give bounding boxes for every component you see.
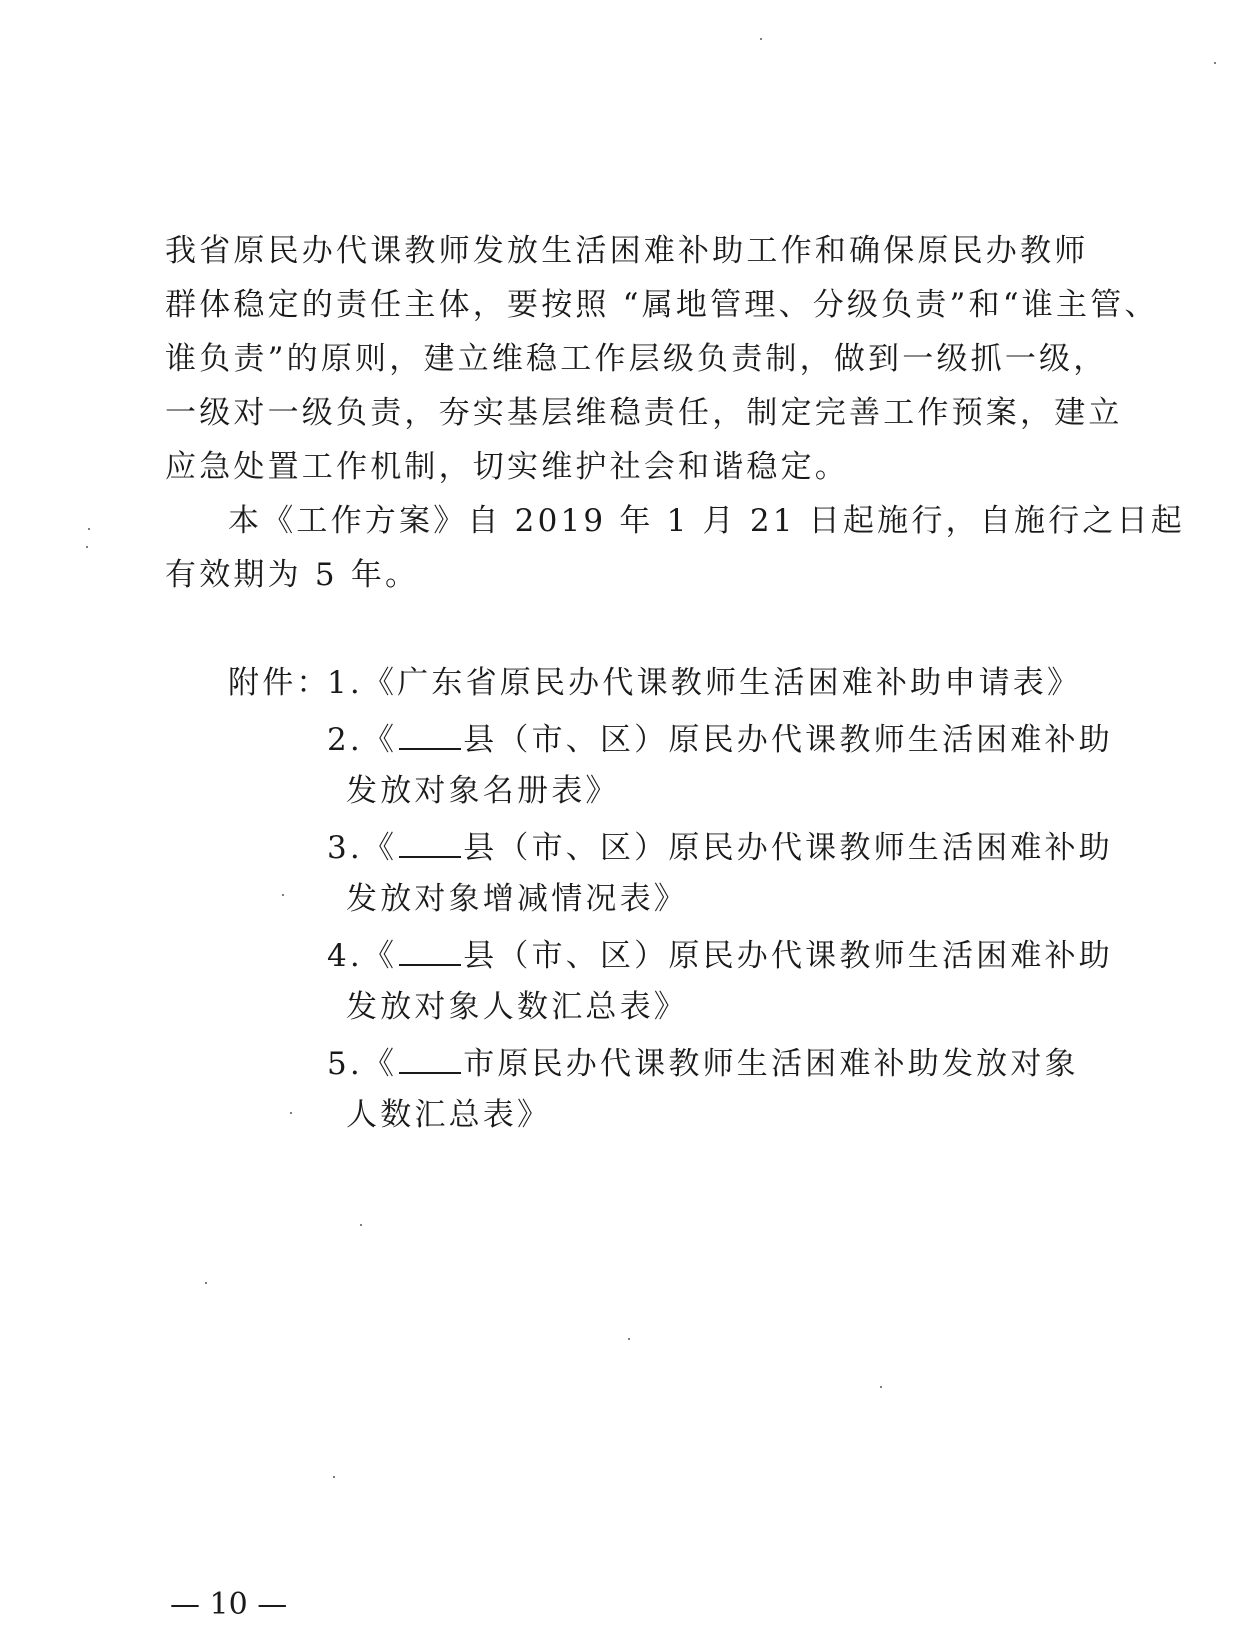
attachment-item-continuation: 发放对象人数汇总表》 — [346, 989, 688, 1025]
scan-speck — [1214, 62, 1216, 64]
paragraph-line: 应急处置工作机制，切实维护社会和谐稳定。 — [165, 449, 849, 485]
paragraph-line: 群体稳定的责任主体，要按照 “属地管理、分级负责”和“谁主管、 — [165, 287, 1159, 323]
attachment-item-text: 2.《 — [327, 722, 398, 758]
fill-in-blank — [399, 938, 461, 966]
attachment-item-4 — [327, 938, 1113, 972]
fill-in-blank — [399, 1046, 461, 1074]
scan-speck — [628, 1338, 630, 1340]
scan-speck — [290, 1112, 292, 1114]
attachment-item-text: 县（市、区）原民办代课教师生活困难补助 — [463, 722, 1113, 758]
attachment-item-continuation: 人数汇总表》 — [346, 1097, 552, 1133]
attachment-item-text: 县（市、区）原民办代课教师生活困难补助 — [463, 830, 1113, 866]
fill-in-blank — [399, 830, 461, 858]
scan-speck — [205, 1282, 207, 1284]
attachment-item-text: 4.《 — [327, 938, 398, 974]
scan-speck — [282, 894, 284, 896]
page-number: — 10 — — [170, 1587, 288, 1622]
attachment-item-text: 1.《广东省原民办代课教师生活困难补助申请表》 — [327, 665, 1082, 701]
attachment-item-text: 县（市、区）原民办代课教师生活困难补助 — [463, 938, 1113, 974]
scan-speck — [760, 38, 762, 40]
attachments-heading: 附件： — [228, 665, 331, 701]
attachment-item-text: 市原民办代课教师生活困难补助发放对象 — [463, 1046, 1079, 1082]
scan-speck — [86, 546, 88, 548]
paragraph-line: 有效期为 5 年。 — [165, 557, 420, 593]
scan-speck — [360, 1224, 362, 1226]
attachment-item-2 — [327, 722, 1113, 756]
scan-speck — [333, 1476, 335, 1478]
paragraph-line: 本《工作方案》自 2019 年 1 月 21 日起施行，自施行之日起 — [228, 503, 1185, 539]
attachment-item-1 — [327, 665, 1082, 701]
attachment-item-continuation: 发放对象名册表》 — [346, 773, 620, 809]
attachment-item-5 — [327, 1046, 1079, 1080]
attachment-item-continuation: 发放对象增减情况表》 — [346, 881, 688, 917]
scan-speck — [880, 1386, 882, 1388]
paragraph-line: 谁负责”的原则，建立维稳工作层级负责制，做到一级抓一级， — [165, 341, 1108, 377]
attachment-item-text: 5.《 — [327, 1046, 398, 1082]
paragraph-line: 我省原民办代课教师发放生活困难补助工作和确保原民办教师 — [165, 233, 1089, 269]
fill-in-blank — [399, 722, 461, 750]
paragraph-line: 一级对一级负责，夯实基层维稳责任，制定完善工作预案，建立 — [165, 395, 1123, 431]
scan-speck — [88, 528, 90, 530]
attachment-item-3 — [327, 830, 1113, 864]
attachment-item-text: 3.《 — [327, 830, 398, 866]
